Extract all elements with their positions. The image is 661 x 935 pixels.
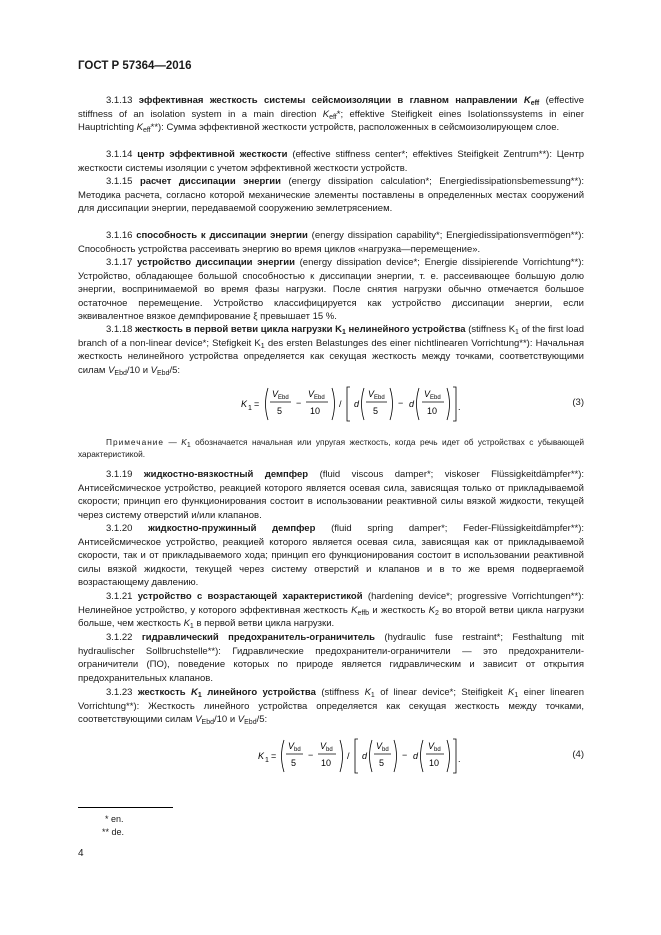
formula-4 xyxy=(78,732,584,780)
term: устройство диссипации энергии xyxy=(137,257,295,268)
document-header: ГОСТ Р 57364—2016 xyxy=(78,60,192,72)
term: гидравлический предохранитель-ограничитель xyxy=(141,632,376,643)
d-func: d xyxy=(409,399,415,409)
num-sub: Ebd xyxy=(430,395,441,401)
paren-open xyxy=(370,740,373,772)
paren-close xyxy=(447,740,450,772)
section-3-1-15: 3.1.15 расчет диссипации энергии (energy dissipation calculation*; Energiedissipationsbemessung**): Методика расчета, согласно которой механические элементы поставлены в определенных местах сооружений для диссипации энергии, передаваемой сооружению землетрясением. xyxy=(78,176,585,214)
num-sub: bd xyxy=(382,747,389,753)
term: жидкостно-пружинный демпфер xyxy=(148,523,316,534)
den-5: 5 xyxy=(291,758,297,768)
num-sub: Ebd xyxy=(314,395,325,401)
term: жидкостно-вязкостный демпфер xyxy=(143,469,309,480)
paren-open xyxy=(266,388,269,420)
equation-number: (3) xyxy=(572,397,584,408)
paren-open xyxy=(282,740,285,772)
section-3-1-16: 3.1.16 способность к диссипации энергии (energy dissipation capability*; Energiedissipationsvermögen**): Способность устройства рассеивать энергию во время циклов «нагрузка—перемещение». xyxy=(78,230,584,255)
den-10: 10 xyxy=(429,758,440,768)
equals-sign: = xyxy=(271,751,277,761)
num-v: V xyxy=(376,741,383,751)
equation-number: (4) xyxy=(572,749,584,760)
slash: / xyxy=(339,399,342,409)
section-3-1-20: 3.1.20 жидкостно-пружинный демпфер (fluid spring damper*; Feder-Flüssigkeitdämpfer**): Антисейсмическое устройство, реакцией которого является осевая сила, зависящая как от прикладываемой скорости, так и от прикладываемого хода; принцип его функционирования состоит в использовании реактивной силы вязкой жидкости, текущей через систему отверстий и клапанов и в то же время подвергаемой возрастающему давлению. xyxy=(78,523,585,588)
section-3-1-17: 3.1.17 устройство диссипации энергии (energy dissipation device*; Energie dissipierende Vorrichtung**): Устройство, обладающее большой способностью к диссипации энергии, т. е. рассеивающее большую долю энергии, воспринимаемой во время фазы нагрузки. После снятия нагрузки обычно отмечается большое остаточное перемещение. Устройство классифицируется как устройство диссипации энергии, если эквивалентное вязкое демпфирование ξ превышает 15 %. xyxy=(78,257,584,322)
period: . xyxy=(458,402,461,412)
den-5: 5 xyxy=(277,406,283,416)
paren-open xyxy=(417,388,420,420)
page-number: 4 xyxy=(78,848,84,859)
num-sub: Ebd xyxy=(374,395,385,401)
num-sub: Ebd xyxy=(278,395,289,401)
d-func: d xyxy=(413,751,419,761)
num-sub: bd xyxy=(294,747,301,753)
den-10: 10 xyxy=(310,406,321,416)
note: Примечание — $K_1$ обозначается начальная или упругая жесткость, когда речь идет об устройствах с убывающей характеристикой. xyxy=(78,437,584,459)
minus-sign: − xyxy=(296,398,302,408)
section-3-1-21: 3.1.21 устройство с возрастающей характеристикой (hardening device*; progressive Vorrichtungen**): Нелинейное устройство, у которого эффективная жесткость $K_{effb}$ и жесткость $K_2$ во второй ветви цикла нагрузки больше, чем жесткость $K_1$ в первой ветви цикла нагрузки. xyxy=(78,591,585,630)
den-10: 10 xyxy=(321,758,332,768)
section-number: 3.1.16 xyxy=(106,230,133,241)
term: устройство с возрастающей характеристикой xyxy=(137,591,363,602)
section-number: 3.1.17 xyxy=(106,257,133,268)
bracket-close xyxy=(453,387,456,421)
note-label: Примечание xyxy=(106,437,165,447)
section-number: 3.1.20 xyxy=(106,523,133,534)
term: расчет диссипации энергии xyxy=(139,176,281,187)
bracket-open xyxy=(347,387,350,421)
minus-sign: − xyxy=(398,398,404,408)
lhs-k: K xyxy=(241,399,248,409)
den-10: 10 xyxy=(427,406,438,416)
d-func: d xyxy=(354,399,360,409)
paren-close xyxy=(394,740,397,772)
period: . xyxy=(458,754,461,764)
section-3-1-14: 3.1.14 центр эффективной жесткости (effective stiffness center*; effektives Steifigkeit Zentrum**): Центр жесткости системы изоляции с учетом эффективной жесткости устройств. xyxy=(78,149,584,174)
footnote-divider xyxy=(78,807,173,808)
num-v: V xyxy=(424,389,431,399)
lhs-k: K xyxy=(258,751,265,761)
lhs-sub: 1 xyxy=(248,405,252,412)
num-v: V xyxy=(320,741,327,751)
num-v: V xyxy=(272,389,279,399)
paren-close xyxy=(340,740,343,772)
slash: / xyxy=(347,751,350,761)
paren-open xyxy=(362,388,365,420)
minus-sign: − xyxy=(308,750,314,760)
equals-sign: = xyxy=(254,399,260,409)
formula-3 xyxy=(78,380,584,428)
d-func: d xyxy=(362,751,368,761)
term: способность к диссипации энергии xyxy=(136,230,308,241)
paren-close xyxy=(332,388,335,420)
num-sub: bd xyxy=(326,747,333,753)
num-v: V xyxy=(308,389,315,399)
section-3-1-18: 3.1.18 жесткость в первой ветви цикла нагрузки $K_1$ нелинейного устройства (stiffness $K_1$ of the first load branch of a non-linear device*; Stefigkeit $K_1$ des ersten Belastunges des einer nichtlinearen Vorrichtung**): Начальная жесткость нелинейного устройства определяется как секущая жесткость между точками, соответствующими силам $V_{Ebd}/10$ и $V_{Ebd}/5$: xyxy=(78,324,585,377)
section-3-1-13: 3.1.13 эффективная жесткость системы сейсмоизоляции в главном направлении $K_{eff}$ (effective stiffness of an isolation system in a main direction $K_{eff}*$; effektive Steifigkeit eines Isolationssystems in einer Hauptrichting $K_{eff}**$): Сумма эффективной жесткости устройств, расположенных в сейсмоизолирующем слое. xyxy=(78,95,584,134)
section-3-1-22: 3.1.22 гидравлический предохранитель-ограничитель (hydraulic fuse restraint*; Festhaltung mit hydraulischer Sollbruchstelle**): Гидравлические предохранители-ограничители — это предохранители-ограничители (ПО), поведение которых по природе является гидравлическим и зависит от открытия предохранительных клапанов. xyxy=(78,632,585,684)
section-number: 3.1.23 xyxy=(106,687,133,698)
bracket-open xyxy=(355,739,358,773)
paren-close xyxy=(447,388,450,420)
bracket-close xyxy=(453,739,456,773)
num-v: V xyxy=(368,389,375,399)
section-number: 3.1.22 xyxy=(106,632,133,643)
minus-sign: − xyxy=(402,750,408,760)
num-v: V xyxy=(288,741,295,751)
section-number: 3.1.13 xyxy=(106,95,133,106)
den-5: 5 xyxy=(379,758,385,768)
paren-open xyxy=(421,740,424,772)
term: эффективная жесткость системы сейсмоизоляции в главном направлении xyxy=(138,95,518,106)
term: центр эффективной жесткости xyxy=(137,149,288,160)
lhs-sub: 1 xyxy=(265,757,269,764)
section-number: 3.1.18 xyxy=(106,324,133,335)
paren-close xyxy=(390,388,393,420)
section-number: 3.1.19 xyxy=(106,469,133,480)
num-v: V xyxy=(428,741,435,751)
section-number: 3.1.14 xyxy=(106,149,133,160)
section-number: 3.1.15 xyxy=(106,176,133,187)
num-sub: bd xyxy=(434,747,441,753)
footnote-en: * en. xyxy=(105,814,124,824)
section-number: 3.1.21 xyxy=(106,591,133,602)
footnote-de: ** de. xyxy=(102,827,125,837)
den-5: 5 xyxy=(373,406,379,416)
section-3-1-23: 3.1.23 жесткость $K_1$ линейного устройства (stiffness $K_1$ of linear device*; Steifigkeit $K_1$ einer linearen Vorrichtung**): Жесткость линейного устройства определяется как секущая жесткость между точками, соответствующими силам $V_{Ebd}/10$ и $V_{Ebd}/5$: xyxy=(78,687,584,726)
section-3-1-19: 3.1.19 жидкостно-вязкостный демпфер (fluid viscous damper*; viskoser Flüssigkeitdämpfer**): Антисейсмическое устройство, реакцией которого является осевая сила, зависящая только от прикладываемой скорости; принцип его функционирования состоит в использовании реактивной силы вязкой жидкости, текущей через систему отверстий и/или клапанов. xyxy=(78,469,585,521)
